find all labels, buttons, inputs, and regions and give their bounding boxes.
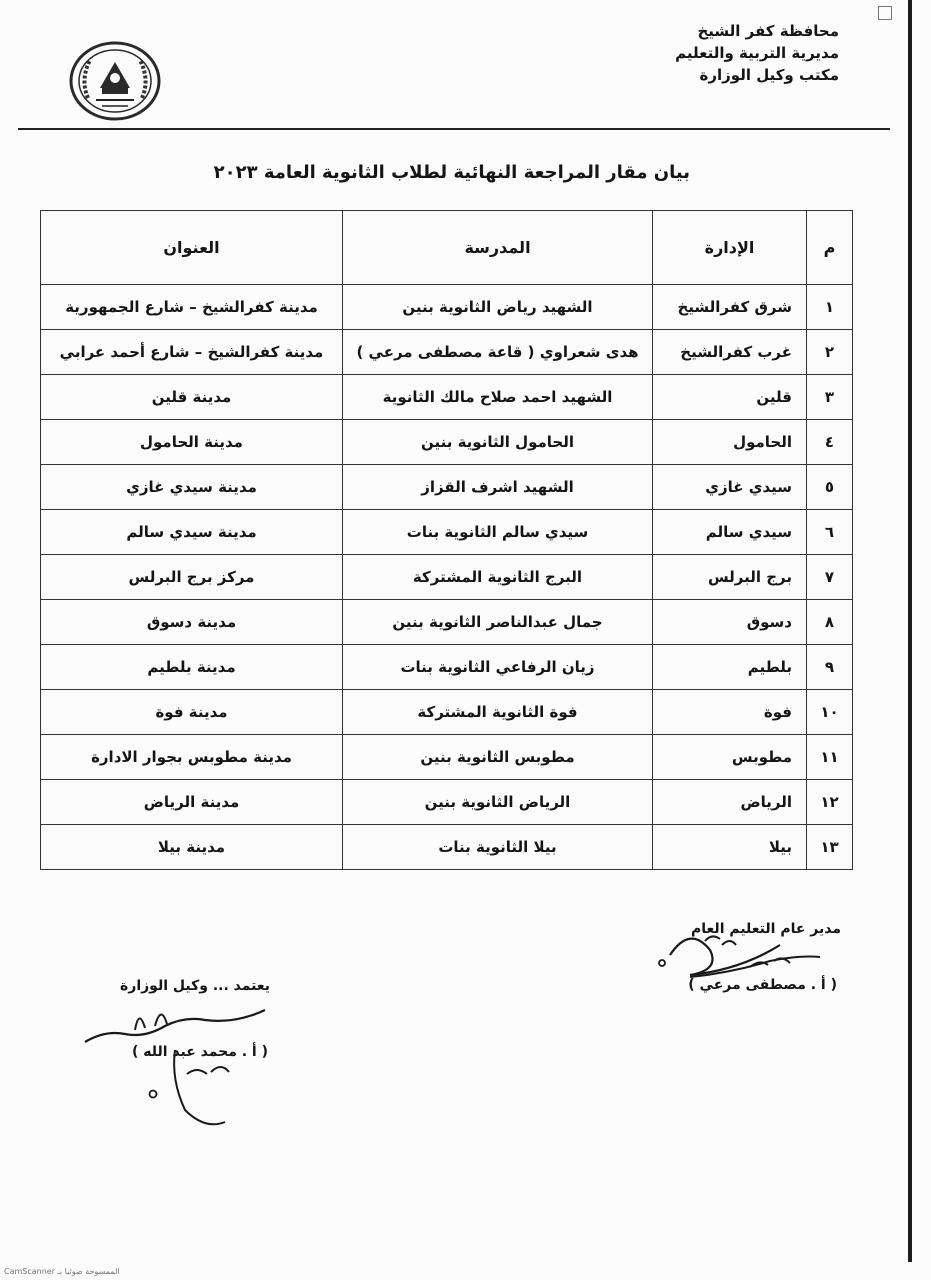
table-row — [41, 600, 853, 645]
office-name: مكتب وكيل الوزارة — [699, 66, 839, 84]
cell-address: مدينة بيلا — [41, 825, 343, 870]
cell-school: سيدي سالم الثانوية بنات — [343, 510, 653, 555]
header-admin: الإدارة — [653, 211, 807, 285]
cell-admin: فوة — [653, 690, 807, 735]
page-edge-rule — [908, 0, 912, 1262]
header-school: المدرسة — [343, 211, 653, 285]
cell-school: زيان الرفاعي الثانوية بنات — [343, 645, 653, 690]
cell-address: مركز برج البرلس — [41, 555, 343, 600]
undersecretary-handwritten-signature — [75, 990, 295, 1140]
table-row — [41, 735, 853, 780]
cell-school: جمال عبدالناصر الثانوية بنين — [343, 600, 653, 645]
cell-admin: سيدي غازي — [653, 465, 807, 510]
cell-address: مدينة سيدي غازي — [41, 465, 343, 510]
scan-corner-mark — [878, 6, 892, 20]
cell-address: مدينة قلين — [41, 375, 343, 420]
cell-no: ٦ — [807, 510, 853, 555]
cell-admin: قلين — [653, 375, 807, 420]
undersecretary-name: ( أ . محمد عبد الله ) — [131, 1044, 268, 1060]
cell-address: مدينة الحامول — [41, 420, 343, 465]
header-address: العنوان — [41, 211, 343, 285]
cell-address: مدينة سيدي سالم — [41, 510, 343, 555]
table-row — [41, 555, 853, 600]
scanner-watermark: الممسوحة ضوئيا بـ CamScanner — [4, 1267, 120, 1276]
cell-no: ١٢ — [807, 780, 853, 825]
cell-address: مدينة كفرالشيخ – شارع الجمهورية — [41, 285, 343, 330]
cell-address: مدينة فوة — [41, 690, 343, 735]
table-row — [41, 510, 853, 555]
cell-admin: بلطيم — [653, 645, 807, 690]
table-row — [41, 645, 853, 690]
cell-school: فوة الثانوية المشتركة — [343, 690, 653, 735]
table-row — [41, 285, 853, 330]
general-director-name: ( أ . مصطفى مرعي ) — [688, 977, 837, 993]
general-director-title: مدير عام التعليم العام — [691, 921, 841, 937]
cell-admin: مطوبس — [653, 735, 807, 780]
general-director-handwritten-signature — [650, 915, 830, 1010]
cell-no: ٤ — [807, 420, 853, 465]
cell-no: ٥ — [807, 465, 853, 510]
cell-no: ٢ — [807, 330, 853, 375]
table-row — [41, 465, 853, 510]
cell-admin: غرب كفرالشيخ — [653, 330, 807, 375]
cell-admin: بيلا — [653, 825, 807, 870]
cell-no: ١١ — [807, 735, 853, 780]
cell-admin: برج البرلس — [653, 555, 807, 600]
cell-no: ٨ — [807, 600, 853, 645]
cell-admin: الرياض — [653, 780, 807, 825]
cell-school: بيلا الثانوية بنات — [343, 825, 653, 870]
table-row — [41, 375, 853, 420]
cell-address: مدينة كفرالشيخ – شارع أحمد عرابي — [41, 330, 343, 375]
cell-school: الحامول الثانوية بنين — [343, 420, 653, 465]
header-divider — [18, 128, 890, 130]
ministry-logo — [66, 40, 164, 122]
table-header-row — [41, 211, 853, 285]
cell-admin: الحامول — [653, 420, 807, 465]
document-title: بيان مقار المراجعة النهائية لطلاب الثانوية العامة ٢٠٢٣ — [213, 162, 690, 183]
cell-school: الشهيد احمد صلاح مالك الثانوية — [343, 375, 653, 420]
undersecretary-title: يعتمد ... وكيل الوزارة — [120, 978, 270, 994]
cell-address: مدينة الرياض — [41, 780, 343, 825]
table-row — [41, 690, 853, 735]
header-no: م — [807, 211, 853, 285]
cell-school: الرياض الثانوية بنين — [343, 780, 653, 825]
table-row — [41, 330, 853, 375]
cell-admin: شرق كفرالشيخ — [653, 285, 807, 330]
cell-admin: سيدي سالم — [653, 510, 807, 555]
cell-no: ٧ — [807, 555, 853, 600]
cell-school: هدى شعراوي ( قاعة مصطفى مرعي ) — [343, 330, 653, 375]
cell-address: مدينة بلطيم — [41, 645, 343, 690]
table-row — [41, 780, 853, 825]
review-locations-table — [40, 210, 853, 870]
cell-no: ٩ — [807, 645, 853, 690]
table-row — [41, 825, 853, 870]
cell-school: البرج الثانوية المشتركة — [343, 555, 653, 600]
cell-school: مطوبس الثانوية بنين — [343, 735, 653, 780]
cell-address: مدينة دسوق — [41, 600, 343, 645]
cell-address: مدينة مطوبس بجوار الادارة — [41, 735, 343, 780]
cell-no: ١٣ — [807, 825, 853, 870]
directorate-name: مديرية التربية والتعليم — [675, 44, 839, 62]
cell-no: ٣ — [807, 375, 853, 420]
governorate-name: محافظة كفر الشيخ — [697, 22, 839, 40]
cell-school: الشهيد رياض الثانوية بنين — [343, 285, 653, 330]
cell-admin: دسوق — [653, 600, 807, 645]
table-row — [41, 420, 853, 465]
cell-no: ١ — [807, 285, 853, 330]
letterhead — [675, 20, 839, 86]
cell-no: ١٠ — [807, 690, 853, 735]
cell-school: الشهيد اشرف القزاز — [343, 465, 653, 510]
